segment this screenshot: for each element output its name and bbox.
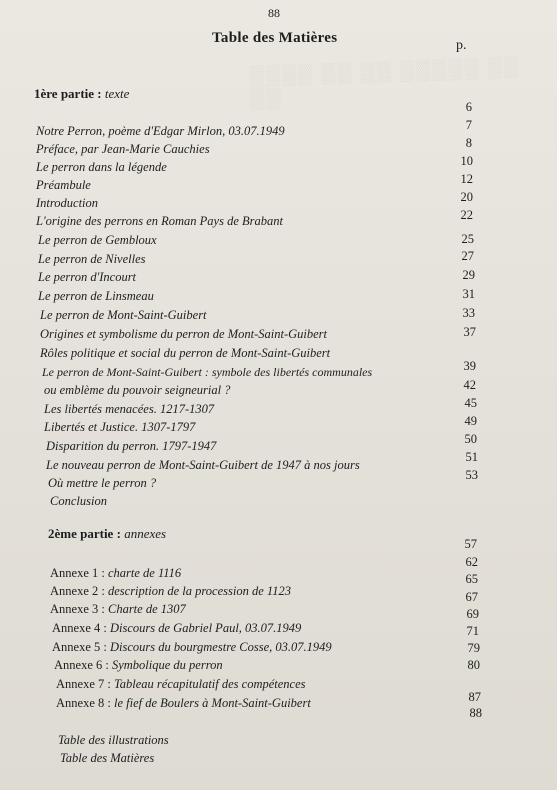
- toc-entry-title: Le perron de Nivelles: [38, 252, 146, 266]
- annex-label: Annexe 5 :: [52, 640, 110, 654]
- annex-title: charte de 1116: [107, 566, 182, 580]
- annex-title: Discours du bourgmestre Cosse, 03.07.1949: [109, 640, 332, 654]
- annex-title: description de la procession de 1123: [107, 584, 291, 598]
- part2-sep: :: [113, 526, 125, 541]
- toc-entry-title: Le perron d'Incourt: [38, 270, 137, 284]
- toc-entry-title: Introduction: [36, 196, 99, 210]
- toc-entry-page: 53: [465, 468, 478, 482]
- toc-entry-page: 31: [462, 287, 475, 301]
- annex-entry: [56, 677, 306, 692]
- toc-entry-page: 7: [465, 118, 472, 132]
- toc-entry-title: Rôles politique et social du perron de Mont-Saint-Guibert: [40, 346, 331, 360]
- annex-title: le fief de Boulers à Mont-Saint-Guibert: [113, 696, 311, 710]
- toc-entry-page: 22: [460, 208, 473, 222]
- toc-entry-page: 51: [465, 450, 478, 464]
- toc-entry-page: 42: [463, 378, 476, 392]
- toc-entry-page: 49: [464, 414, 477, 428]
- closing-entry-page: 87: [468, 690, 481, 704]
- annex-label: Annexe 8 :: [56, 696, 114, 710]
- toc-entry-page: 39: [463, 359, 476, 373]
- toc-entry-title: Le perron de Gembloux: [38, 233, 157, 247]
- toc-entry-title: ou emblème du pouvoir seigneurial ?: [44, 383, 231, 397]
- toc-entry-title: Libertés et Justice. 1307-1797: [44, 420, 196, 434]
- toc-entry-title: Disparition du perron. 1797-1947: [46, 439, 217, 453]
- toc-entry-page: 25: [461, 232, 474, 246]
- toc-entry-title: Le perron dans la légende: [36, 160, 167, 174]
- annex-page: 80: [467, 658, 480, 672]
- closing-entry-title: Table des Matières: [60, 751, 155, 765]
- toc-entry-page: 10: [460, 154, 473, 168]
- page-title: Table des Matières: [212, 30, 338, 46]
- toc-entry-page: 29: [462, 268, 475, 282]
- toc-entry-title: Le perron de Linsmeau: [38, 289, 154, 303]
- annex-title: Discours de Gabriel Paul, 03.07.1949: [109, 621, 302, 635]
- annex-label: Annexe 3 :: [50, 602, 108, 616]
- part1-heading: [34, 86, 129, 102]
- toc-entry-page: 20: [460, 190, 473, 204]
- toc-entry-title: Conclusion: [50, 494, 107, 508]
- annex-page: 62: [465, 555, 478, 569]
- annex-title: Charte de 1307: [107, 602, 186, 616]
- toc-entry-page: 37: [463, 325, 476, 339]
- part1-label: 1ère partie: [34, 86, 95, 101]
- part2-heading: [48, 526, 166, 542]
- annex-entry: [50, 566, 181, 581]
- toc-entry-title: Où mettre le perron ?: [48, 476, 157, 490]
- annex-page: 71: [466, 624, 479, 638]
- show-through-text: ▒▒▒▒ ▒▒ ▒▒ ▒▒▒▒▒ ▒▒ ▒▒: [249, 55, 521, 111]
- toc-entry-title: Notre Perron, poème d'Edgar Mirlon, 03.07.1949: [36, 124, 285, 138]
- closing-entry-page: 88: [469, 706, 482, 720]
- toc-entry-page: 33: [462, 306, 475, 320]
- annex-label: Annexe 4 :: [52, 621, 110, 635]
- annex-label: Annexe 1 :: [50, 566, 108, 580]
- toc-entry-title: Le nouveau perron de Mont-Saint-Guibert de 1947 à nos jours: [46, 458, 360, 472]
- annex-page: 79: [467, 641, 480, 655]
- annex-entry: [52, 640, 332, 655]
- annex-entry: [54, 658, 223, 673]
- toc-entry-title: Le perron de Mont-Saint-Guibert: [40, 308, 207, 322]
- closing-entry-title: Table des illustrations: [58, 733, 169, 747]
- page-column-label: p.: [456, 38, 467, 53]
- toc-entry-page: 8: [465, 136, 472, 150]
- annex-label: Annexe 2 :: [50, 584, 108, 598]
- annex-title: Symbolique du perron: [111, 658, 223, 672]
- annex-entry: [50, 584, 291, 599]
- toc-entry-title: Le perron de Mont-Saint-Guibert : symbole des libertés communales: [42, 365, 373, 379]
- toc-entry-title: Origines et symbolisme du perron de Mont-Saint-Guibert: [40, 327, 327, 341]
- part1-sub: texte: [104, 86, 130, 101]
- toc-entry-page: 45: [464, 396, 477, 410]
- toc-entry-title: Les libertés menacées. 1217-1307: [44, 402, 215, 416]
- page-number: 88: [268, 6, 280, 20]
- annex-title: Tableau récapitulatif des compétences: [113, 677, 306, 691]
- toc-entry-page: 6: [465, 100, 472, 114]
- annex-label: Annexe 6 :: [54, 658, 112, 672]
- toc-entry-page: 27: [461, 249, 474, 263]
- toc-entry-title: Préface, par Jean-Marie Cauchies: [36, 142, 210, 156]
- annex-page: 65: [465, 572, 478, 586]
- toc-entry-page: 12: [460, 172, 473, 186]
- annex-entry: [56, 696, 311, 711]
- part2-first-page: 57: [464, 537, 477, 551]
- toc-entry-title: L'origine des perrons en Roman Pays de Brabant: [36, 214, 283, 228]
- annex-entry: [52, 621, 301, 636]
- annex-page: 67: [465, 590, 478, 604]
- annex-label: Annexe 7 :: [56, 677, 114, 691]
- toc-entry-page: 50: [464, 432, 477, 446]
- part2-label: 2ème partie: [48, 526, 114, 541]
- toc-entry-title: Préambule: [36, 178, 91, 192]
- part2-sub: annexes: [124, 526, 167, 541]
- annex-page: 69: [466, 607, 479, 621]
- annex-entry: [50, 602, 186, 617]
- part1-sep: :: [94, 86, 105, 101]
